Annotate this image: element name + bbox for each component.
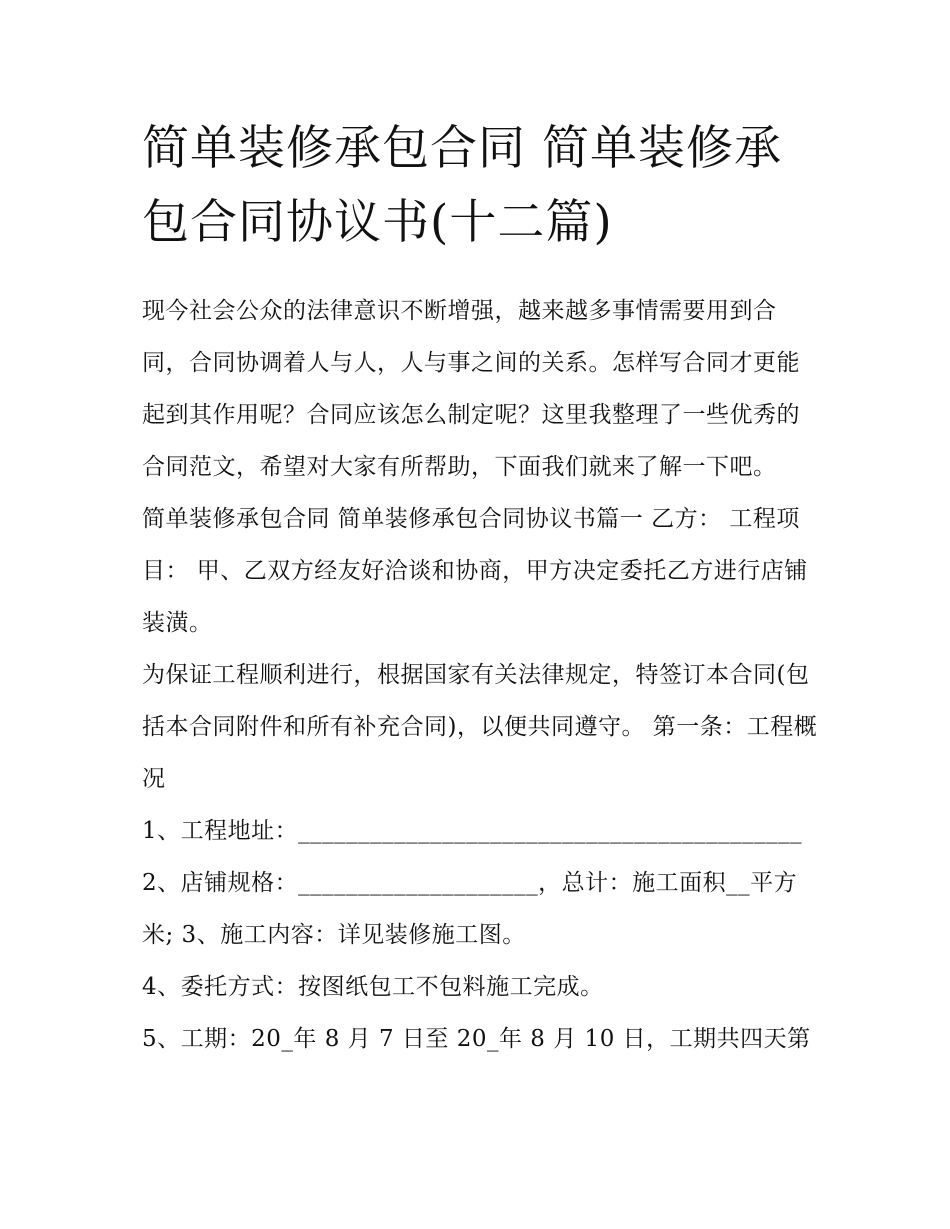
contract-heading-paragraph: 简单装修承包合同 简单装修承包合同协议书篇一 乙方： 工程项目： 甲、乙双方经友好洽谈和协商，甲方决定委托乙方进行店铺装潢。	[142, 506, 808, 636]
clause-method: 4、委托方式：按图纸包工不包料施工完成。	[142, 974, 604, 1000]
intro-paragraph: 现今社会公众的法律意识不断增强，越来越多事情需要用到合同，合同协调着人与人，人与事之间的关系。怎样写合同才更能起到其作用呢？合同应该怎么制定呢？这里我整理了一些优秀的合同范文，希望对大家有所帮助，下面我们就来了解一下吧。	[142, 298, 800, 480]
document-body	[142, 285, 822, 1065]
clause-spec: 2、店铺规格：____________________，总计：施工面积__平方米; 3、施工内容：详见装修施工图。	[142, 870, 798, 948]
document-title: 简单装修承包合同 简单装修承包合同协议书(十二篇)	[142, 121, 782, 250]
clause-address: 1、工程地址：__________________________________________	[142, 818, 803, 844]
purpose-paragraph: 为保证工程顺利进行，根据国家有关法律规定，特签订本合同(包括本合同附件和所有补充合同)，以便共同遵守。 第一条：工程概况	[142, 662, 818, 792]
clause-period: 5、工期：20_年 8 月 7 日至 20_年 8 月 10 日，工期共四天第	[142, 1026, 811, 1052]
